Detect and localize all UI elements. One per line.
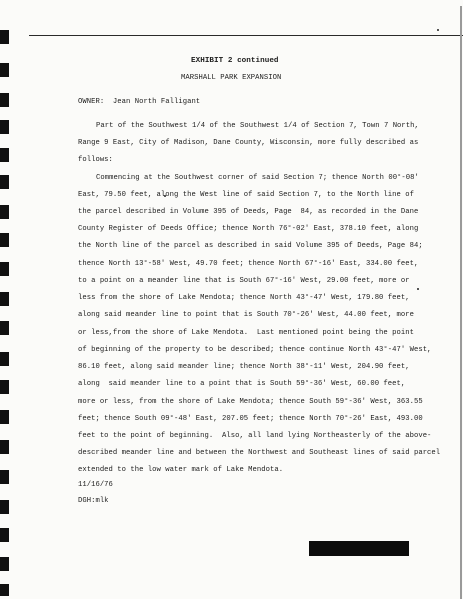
body-line: Commencing at the Southwest corner of said Section 7; thence North 00°-08' [96, 174, 419, 182]
body-line: along said meander line to a point that is South 59°-36' West, 60.00 feet, [78, 380, 406, 388]
document-date: 11/16/76 [78, 481, 113, 489]
document-title: EXHIBIT 2 continued [191, 57, 279, 65]
body-line: County Register of Deeds Office; thence North 76°-02' East, 378.10 feet, along [78, 225, 419, 233]
binding-hole [0, 500, 9, 514]
top-rule [29, 35, 463, 36]
body-line: less from the shore of Lake Mendota; thence North 43°-47' West, 179.80 feet, [78, 294, 410, 302]
binding-hole [0, 557, 9, 571]
owner-line: OWNER: Jean North Falligant [78, 98, 201, 106]
binding-hole [0, 120, 9, 134]
body-line: thence North 13°-58' West, 49.70 feet; thence North 67°-16' East, 334.00 feet, [78, 260, 419, 268]
binding-hole [0, 352, 9, 366]
body-line: to a point on a meander line that is South 67°-16' West, 29.00 feet, more or [78, 277, 410, 285]
binding-hole [0, 380, 9, 394]
body-line: the parcel described in Volume 395 of Deeds, Page 84, as recorded in the Dane [78, 208, 419, 216]
intro-line: follows: [78, 156, 113, 164]
body-line: feet to the point of beginning. Also, all land lying Northeasterly of the above- [78, 432, 432, 440]
binding-hole [0, 584, 9, 596]
binding-hole [0, 292, 9, 306]
body-line: the North line of the parcel as described in said Volume 395 of Deeds, Page 84; [78, 242, 423, 250]
body-line: East, 79.50 feet, along the West line of said Section 7, to the North line of [78, 191, 414, 199]
binding-hole [0, 63, 9, 77]
body-line: extended to the low water mark of Lake Mendota. [78, 466, 284, 474]
intro-line: Range 9 East, City of Madison, Dane County, Wisconsin, more fully described as [78, 139, 419, 147]
binding-hole [0, 528, 9, 542]
binding-hole [0, 410, 9, 424]
stray-mark [437, 29, 439, 31]
redaction-bar [309, 541, 409, 556]
body-line: or less,from the shore of Lake Mendota. Last mentioned point being the point [78, 329, 414, 337]
binding-hole [0, 233, 9, 247]
binding-hole [0, 321, 9, 335]
body-line: of beginning of the property to be described; thence continue North 43°-47' West, [78, 346, 432, 354]
body-line: along said meander line to point that is South 70°-26' West, 44.00 feet, more [78, 311, 414, 319]
binding-hole [0, 148, 9, 162]
body-line: more or less, from the shore of Lake Mendota; thence South 59°-36' West, 363.55 [78, 398, 423, 406]
binding-hole [0, 30, 9, 44]
typist-initials: DGH:mlk [78, 497, 109, 505]
page-edge [460, 6, 462, 599]
binding-hole [0, 262, 9, 276]
body-line: feet; thence South 09°-48' East, 207.05 feet; thence North 70°-26' East, 493.00 [78, 415, 423, 423]
binding-hole [0, 175, 9, 189]
body-line: described meander line and between the Northwest and Southeast lines of said parcel [78, 449, 441, 457]
binding-hole [0, 205, 9, 219]
binding-hole [0, 93, 9, 107]
binding-hole [0, 470, 9, 484]
intro-line: Part of the Southwest 1/4 of the Southwest 1/4 of Section 7, Town 7 North, [96, 122, 419, 130]
binding-hole [0, 440, 9, 454]
document-subtitle: MARSHALL PARK EXPANSION [181, 74, 282, 82]
stray-mark [417, 288, 419, 290]
body-line: 86.10 feet, along said meander line; thence North 38°-11' West, 204.90 feet, [78, 363, 410, 371]
